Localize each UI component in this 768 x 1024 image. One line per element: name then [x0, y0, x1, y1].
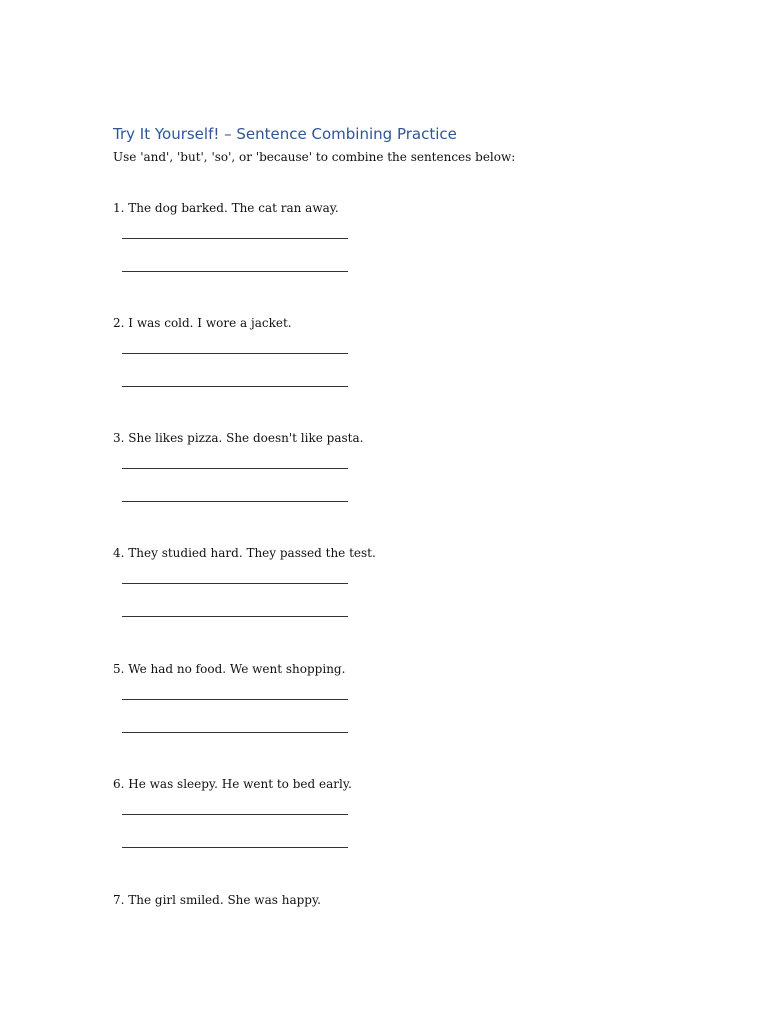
exercise-prompt: 1. The dog barked. The cat ran away. [113, 201, 339, 215]
exercise-prompt: 2. I was cold. I wore a jacket. [113, 316, 292, 330]
answer-line[interactable] [122, 501, 348, 502]
worksheet-instructions: Use 'and', 'but', 'so', or 'because' to combine the sentences below: [113, 150, 516, 164]
exercise-item [113, 316, 673, 416]
exercise-item [113, 777, 673, 877]
answer-line[interactable] [122, 271, 348, 272]
exercise-prompt: 6. He was sleepy. He went to bed early. [113, 777, 352, 791]
answer-line[interactable] [122, 386, 348, 387]
exercise-prompt: 7. The girl smiled. She was happy. [113, 893, 321, 907]
worksheet-title: Try It Yourself! – Sentence Combining Practice [113, 125, 457, 143]
answer-line[interactable] [122, 583, 348, 584]
exercise-item [113, 546, 673, 646]
exercise-prompt: 4. They studied hard. They passed the test. [113, 546, 376, 560]
answer-line[interactable] [122, 238, 348, 239]
exercise-item [113, 662, 673, 762]
exercise-prompt: 5. We had no food. We went shopping. [113, 662, 346, 676]
answer-line[interactable] [122, 814, 348, 815]
exercise-item [113, 431, 673, 531]
answer-line[interactable] [122, 616, 348, 617]
exercise-item [113, 201, 673, 301]
exercise-item [113, 893, 673, 993]
answer-line[interactable] [122, 847, 348, 848]
exercise-prompt: 3. She likes pizza. She doesn't like pasta. [113, 431, 364, 445]
answer-line[interactable] [122, 732, 348, 733]
answer-line[interactable] [122, 353, 348, 354]
answer-line[interactable] [122, 699, 348, 700]
answer-line[interactable] [122, 468, 348, 469]
